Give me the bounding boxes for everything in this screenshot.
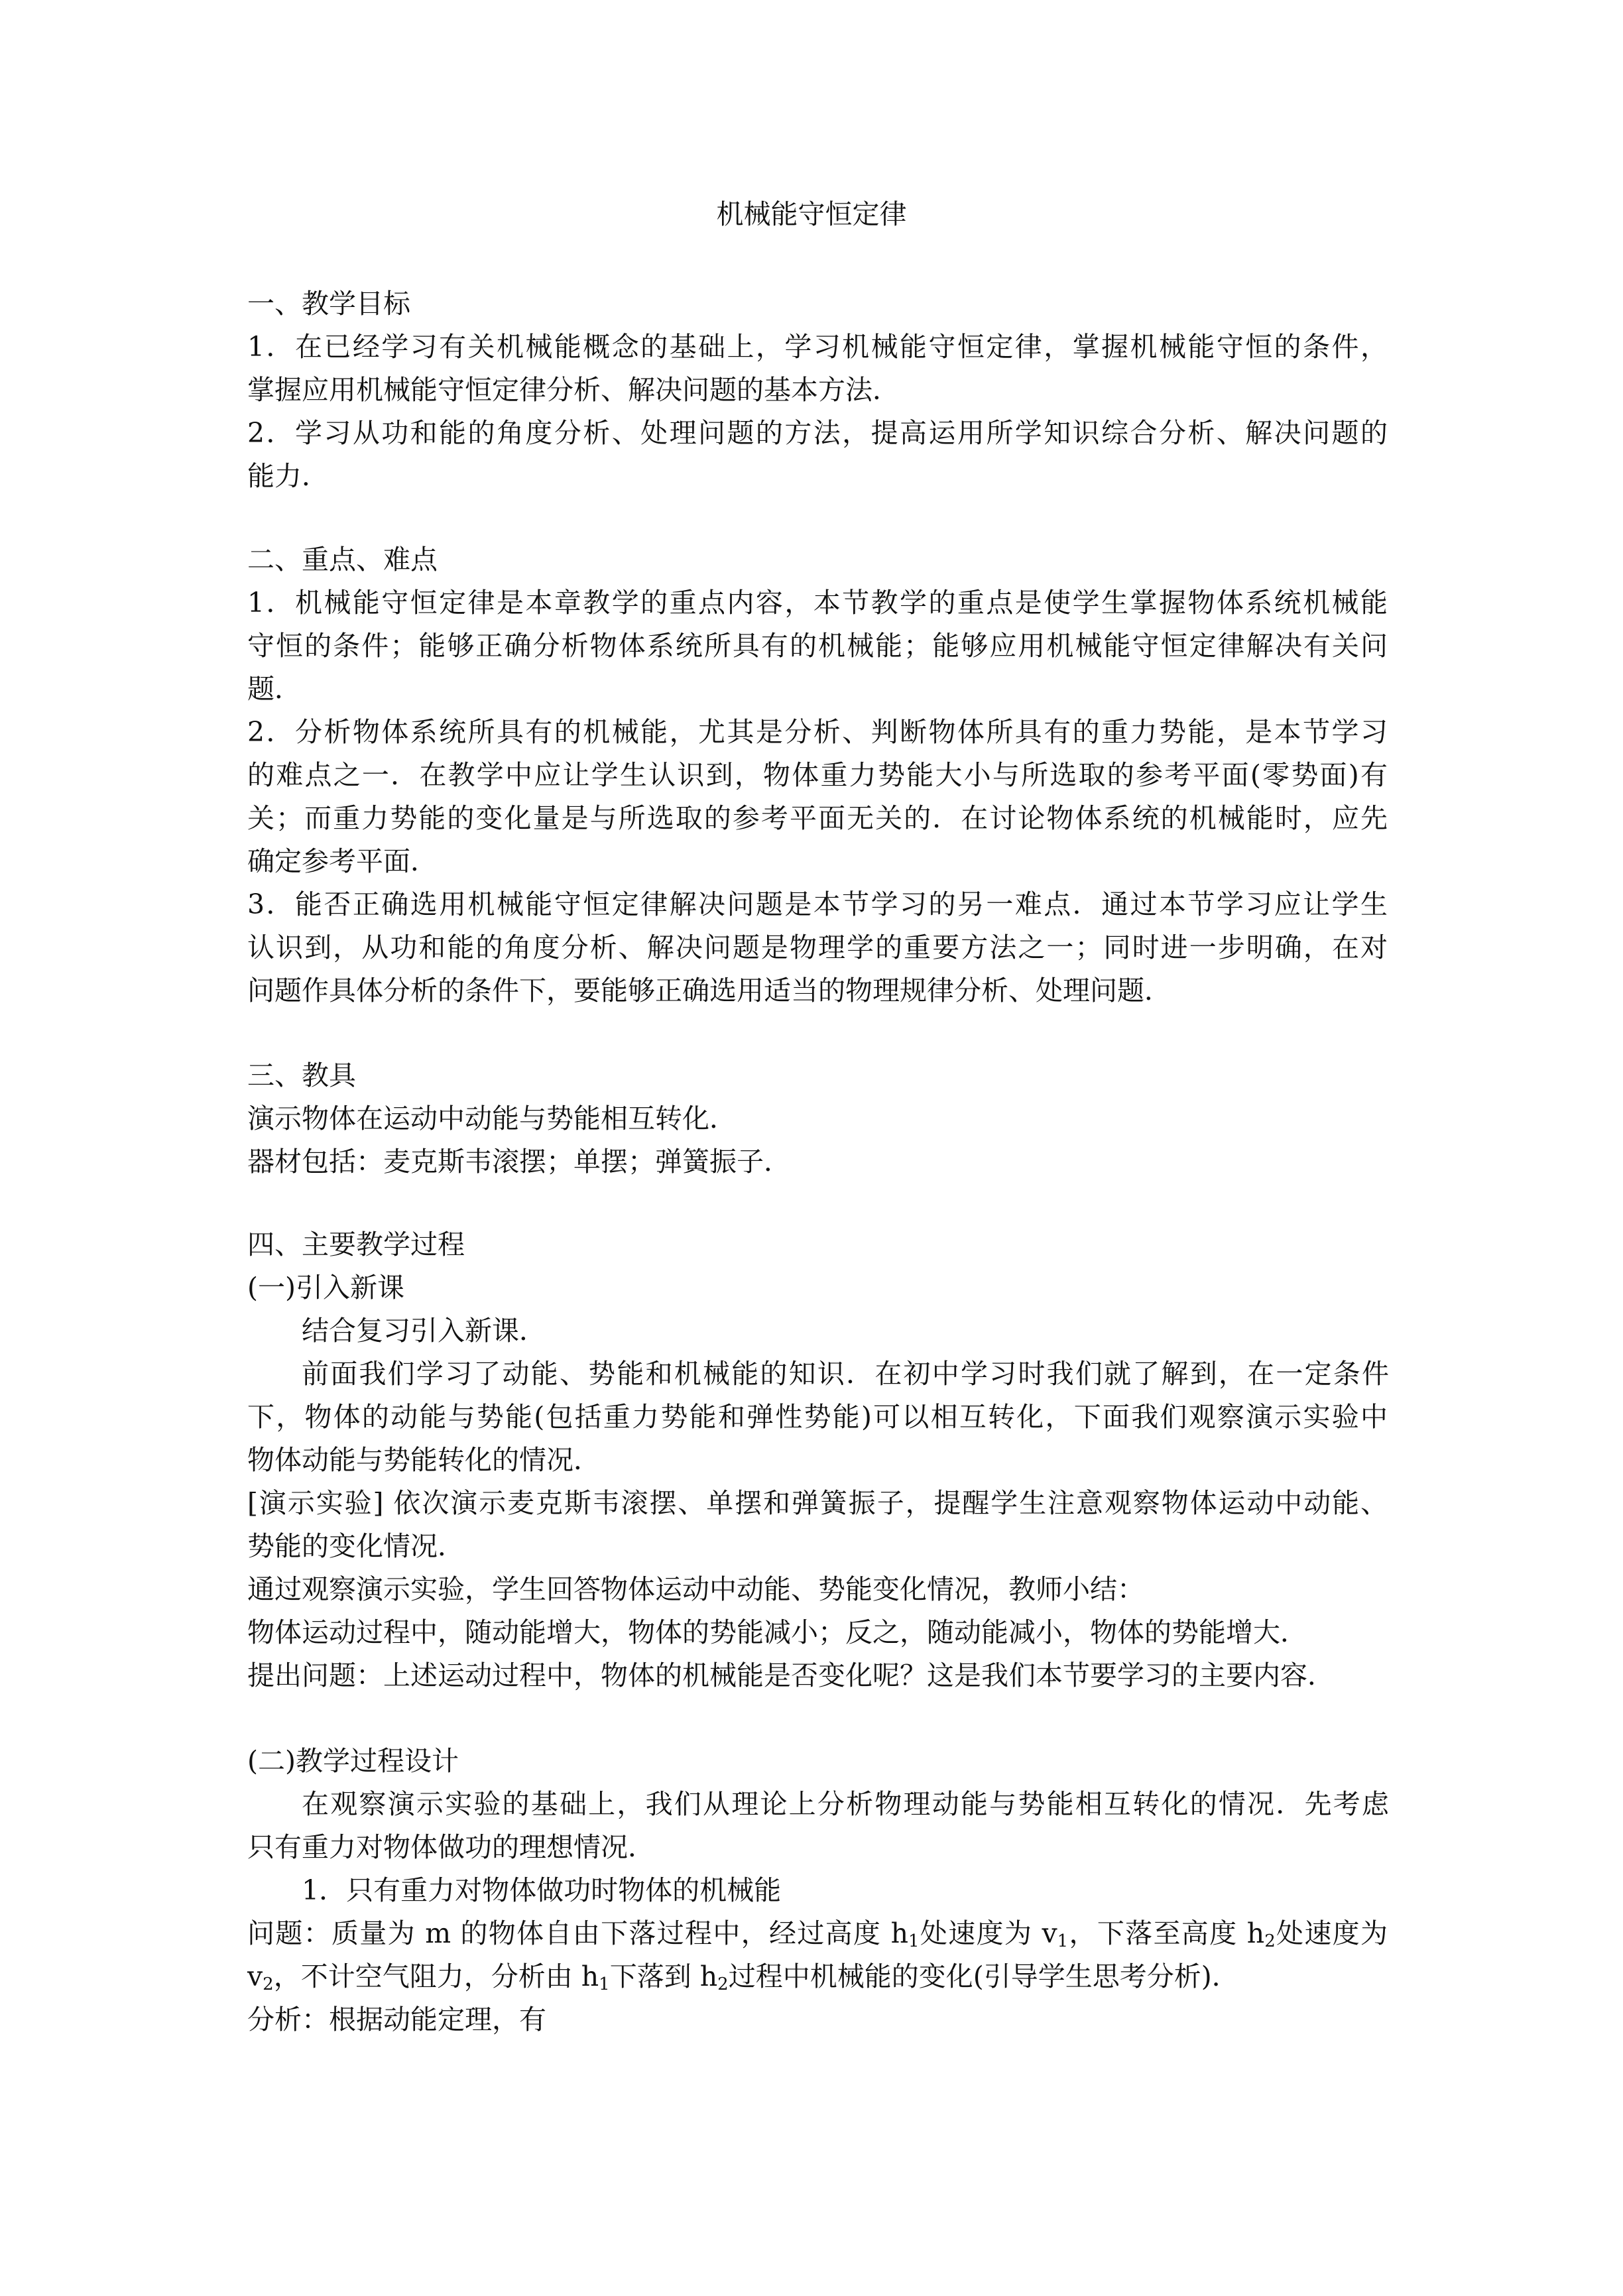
demo-line-2: 势能的变化情况．: [247, 1530, 465, 1562]
document-title: 机械能守恒定律: [716, 198, 907, 230]
question-line: 提出问题：上述运动过程中，物体的机械能是否变化呢？这是我们本节要学习的主要内容．: [247, 1660, 1335, 1691]
equipment-line-1: 演示物体在运动中动能与势能相互转化．: [247, 1103, 737, 1134]
subscript-1: 1: [1057, 1931, 1069, 1951]
key-points-item-3-line-2: 认识到，从功和能的角度分析、解决问题是物理学的重要方法之一；同时进一步明确，在对: [247, 932, 1388, 963]
summary-line: 物体运动过程中，随动能增大，物体的势能减小；反之，随动能减小，物体的势能增大．: [247, 1616, 1307, 1648]
intro-line-1: 结合复习引入新课．: [302, 1315, 546, 1347]
section-heading-process: 四、主要教学过程: [247, 1229, 465, 1260]
problem-text-a: 问题：质量为 m 的物体自由下落过程中，经过高度 h: [247, 1917, 908, 1949]
problem2-text-c: 下落到 h: [609, 1961, 718, 1992]
objectives-item-1-line-2: 掌握应用机械能守恒定律分析、解决问题的基本方法．: [247, 374, 900, 406]
problem-text-b: 处速度为 v: [919, 1917, 1057, 1949]
key-points-item-2-line-4: 确定参考平面．: [247, 845, 438, 877]
key-points-item-1-line-3: 题．: [247, 673, 302, 705]
subscript-2: 2: [717, 1974, 729, 1994]
key-points-item-3-line-3: 问题作具体分析的条件下，要能够正确选用适当的物理规律分析、处理问题．: [247, 975, 1172, 1006]
problem-line-2: [247, 1955, 1388, 1998]
observation-line: 通过观察演示实验，学生回答物体运动中动能、势能变化情况，教师小结：: [247, 1573, 1144, 1605]
intro-paragraph-line-3: 物体动能与势能转化的情况．: [247, 1444, 601, 1476]
problem-line-1: [247, 1912, 1388, 1955]
subsection-heading-intro: (一)引入新课: [247, 1272, 404, 1303]
section-heading-key-points: 二、重点、难点: [247, 544, 438, 575]
key-points-item-2-line-2: 的难点之一．在教学中应让学生认识到，物体重力势能大小与所选取的参考平面(零势面)有: [247, 759, 1388, 791]
subscript-2: 2: [1264, 1931, 1276, 1951]
problem-text-c: ，下落至高度 h: [1068, 1917, 1265, 1949]
design-item-1-heading: 1．只有重力对物体做功时物体的机械能: [302, 1874, 782, 1906]
objectives-item-2-line-1: 2．学习从功和能的角度分析、处理问题的方法，提高运用所学知识综合分析、解决问题的: [247, 417, 1388, 449]
problem-text-d: 处速度为: [1275, 1917, 1388, 1949]
key-points-item-1-line-2: 守恒的条件；能够正确分析物体系统所具有的机械能；能够应用机械能守恒定律解决有关问: [247, 630, 1388, 662]
key-points-item-2-line-1: 2．分析物体系统所具有的机械能，尤其是分析、判断物体所具有的重力势能，是本节学习: [247, 716, 1388, 748]
design-paragraph-line-1: 在观察演示实验的基础上，我们从理论上分析物理动能与势能相互转化的情况．先考虑: [302, 1788, 1389, 1820]
problem2-text-a: v: [247, 1961, 263, 1992]
demo-line-1: [演示实验] 依次演示麦克斯韦滚摆、单摆和弹簧振子，提醒学生注意观察物体运动中动能、: [247, 1487, 1388, 1519]
subsection-heading-design: (二)教学过程设计: [247, 1745, 459, 1777]
design-paragraph-line-2: 只有重力对物体做功的理想情况．: [247, 1831, 655, 1863]
key-points-item-2-line-3: 关；而重力势能的变化量是与所选取的参考平面无关的．在讨论物体系统的机械能时，应先: [247, 802, 1388, 834]
subscript-2: 2: [263, 1974, 274, 1994]
problem2-text-b: ，不计空气阻力，分析由 h: [273, 1961, 599, 1992]
objectives-item-1-line-1: 1．在已经学习有关机械能概念的基础上，学习机械能守恒定律，掌握机械能守恒的条件，: [247, 331, 1388, 363]
analysis-line: 分析：根据动能定理，有: [247, 2004, 546, 2035]
key-points-item-1-line-1: 1．机械能守恒定律是本章教学的重点内容，本节教学的重点是使学生掌握物体系统机械能: [247, 587, 1388, 619]
objectives-item-2-line-2: 能力．: [247, 460, 329, 492]
subscript-1: 1: [908, 1931, 920, 1951]
problem2-text-d: 过程中机械能的变化(引导学生思考分析)．: [728, 1961, 1239, 1992]
section-heading-equipment: 三、教具: [247, 1059, 356, 1091]
equipment-line-2: 器材包括：麦克斯韦滚摆；单摆；弹簧振子．: [247, 1146, 791, 1178]
subscript-1: 1: [599, 1974, 610, 1994]
intro-paragraph-line-2: 下，物体的动能与势能(包括重力势能和弹性势能)可以相互转化，下面我们观察演示实验中: [247, 1401, 1388, 1433]
key-points-item-3-line-1: 3．能否正确选用机械能守恒定律解决问题是本节学习的另一难点．通过本节学习应让学生: [247, 888, 1388, 920]
intro-paragraph-line-1: 前面我们学习了动能、势能和机械能的知识．在初中学习时我们就了解到，在一定条件: [302, 1358, 1389, 1390]
section-heading-objectives: 一、教学目标: [247, 288, 410, 320]
